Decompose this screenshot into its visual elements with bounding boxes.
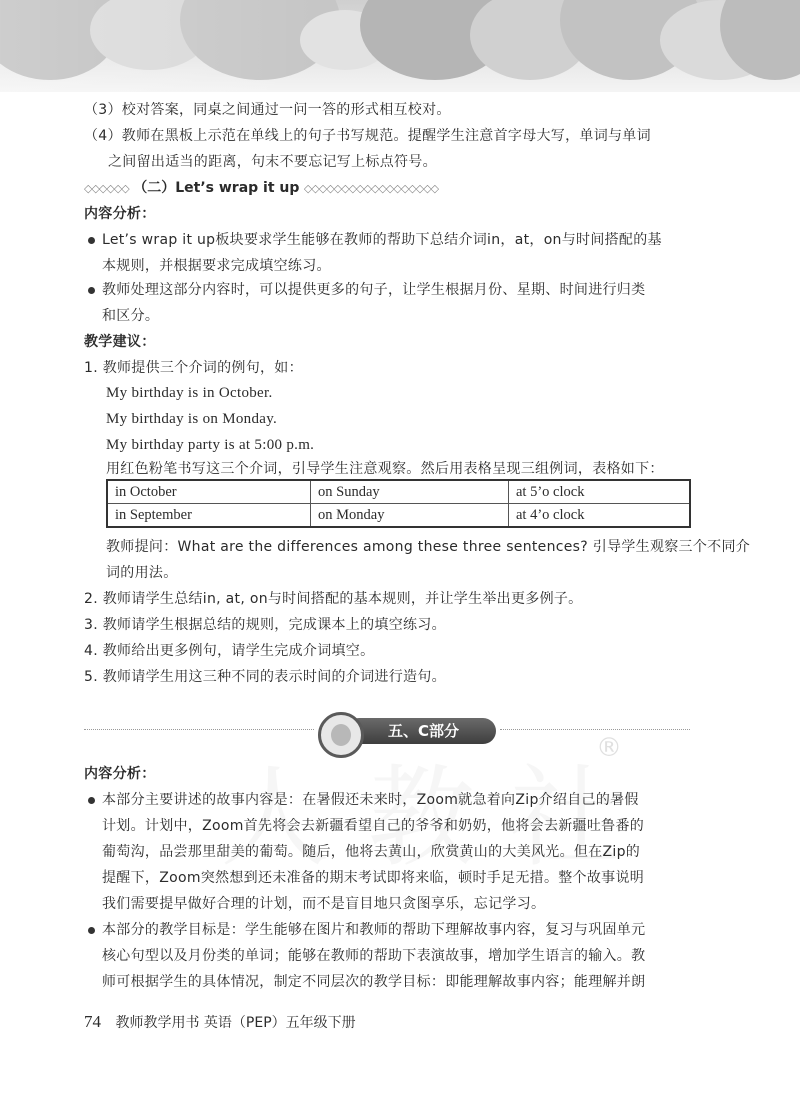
bullet-dot	[88, 927, 95, 934]
example-sentence-3: My birthday party is at 5:00 p.m.	[106, 437, 315, 453]
bullet-dot	[88, 797, 95, 804]
partc-bullet-1-line-3: 葡萄沟，品尝那里甜美的葡萄。随后，他将去黄山，欣赏黄山的大美风光。但在Zip的	[102, 844, 641, 860]
bullet-dot	[88, 237, 95, 244]
analysis-heading: 内容分析：	[84, 206, 156, 222]
decorative-dots-right: ◇◇◇◇◇◇◇◇◇◇◇◇◇◇◇◇◇◇	[303, 182, 439, 195]
suggestion-item-3: 3. 教师请学生根据总结的规则，完成课本上的填空练习。	[84, 617, 446, 633]
step-4: （4）教师在黑板上示范在单线上的句子书写规范。提醒学生注意首字母大写，单词与单词	[84, 128, 651, 144]
table-cell: in September	[107, 504, 311, 528]
example-sentence-2: My birthday is on Monday.	[106, 411, 278, 427]
partc-bullet-1-line-2: 计划。计划中，Zoom首先将会去新疆看望自己的爷爷和奶奶，他将会去新疆吐鲁番的	[102, 818, 645, 834]
table-row	[107, 480, 690, 504]
step-4-continued: 之间留出适当的距离，句末不要忘记写上标点符号。	[108, 154, 437, 170]
partc-bullet-2-line-3: 师可根据学生的具体情况，制定不同层次的教学目标：即能理解故事内容；能理解并朗	[102, 974, 646, 990]
header-floral-banner	[0, 0, 800, 92]
book-title: 教师教学用书 英语（PEP）五年级下册	[115, 1015, 356, 1031]
bullet-dot	[88, 287, 95, 294]
analysis-bullet-1-line-1: Let’s wrap it up板块要求学生能够在教师的帮助下总结介词in，at，on与时间搭配的基	[102, 232, 662, 248]
analysis-bullet-2-line-2: 和区分。	[102, 308, 160, 324]
table-cell: at 5’o clock	[509, 480, 691, 504]
partc-bullet-2-line-2: 核心句型以及月份类的单词；能够在教师的帮助下表演故事，增加学生语言的输入。教	[102, 948, 646, 964]
subsection-title: （二）Let’s wrap it up	[133, 180, 300, 196]
section-badge-label: 五、C部分	[346, 718, 496, 744]
table-cell: on Sunday	[311, 480, 509, 504]
table-cell: in October	[107, 480, 311, 504]
preposition-table	[106, 479, 691, 528]
partc-bullet-1-line-5: 我们需要提早做好合理的计划，而不是盲目地只贪图享乐，忘记学习。	[102, 896, 546, 912]
partc-bullet-2-line-1: 本部分的教学目标是：学生能够在图片和教师的帮助下理解故事内容，复习与巩固单元	[102, 922, 646, 938]
subsection-title-row	[84, 178, 438, 199]
table-intro: 用红色粉笔书写这三个介词，引导学生注意观察。然后用表格呈现三组例词，表格如下：	[106, 461, 664, 477]
page-footer	[84, 1012, 356, 1032]
registered-mark-icon: ®	[596, 733, 622, 763]
analysis-bullet-1-line-2: 本规则，并根据要求完成填空练习。	[102, 258, 331, 274]
decorative-dots-left: ◇◇◇◇◇◇	[84, 182, 129, 195]
step-3: （3）校对答案，同桌之间通过一问一答的形式相互校对。	[84, 102, 451, 118]
example-sentence-1: My birthday is in October.	[106, 385, 273, 401]
question-line-2: 词的用法。	[106, 565, 178, 581]
page-number: 74	[84, 1012, 101, 1031]
suggestion-item-5: 5. 教师请学生用这三种不同的表示时间的介词进行造句。	[84, 669, 446, 685]
table-row	[107, 504, 690, 528]
partc-bullet-1-line-4: 提醒下，Zoom突然想到还未准备的期末考试即将来临，顿时手足无措。整个故事说明	[102, 870, 645, 886]
partc-bullet-1-line-1: 本部分主要讲述的故事内容是：在暑假还未来时，Zoom就急着向Zip介绍自己的暑假	[102, 792, 639, 808]
analysis-bullet-2-line-1: 教师处理这部分内容时，可以提供更多的句子，让学生根据月份、星期、时间进行归类	[102, 282, 646, 298]
question-line-1: 教师提问：What are the differences among these three sentences? 引导学生观察三个不同介	[106, 539, 751, 555]
suggestion-item-2: 2. 教师请学生总结in, at, on与时间搭配的基本规则，并让学生举出更多例子。	[84, 591, 583, 607]
partc-analysis-heading: 内容分析：	[84, 766, 156, 782]
suggestion-item-4: 4. 教师给出更多例句，请学生完成介词填空。	[84, 643, 375, 659]
suggestion-heading: 教学建议：	[84, 334, 156, 350]
table-cell: on Monday	[311, 504, 509, 528]
suggestion-item-1: 1. 教师提供三个介词的例句，如：	[84, 360, 303, 376]
table-cell: at 4’o clock	[509, 504, 691, 528]
